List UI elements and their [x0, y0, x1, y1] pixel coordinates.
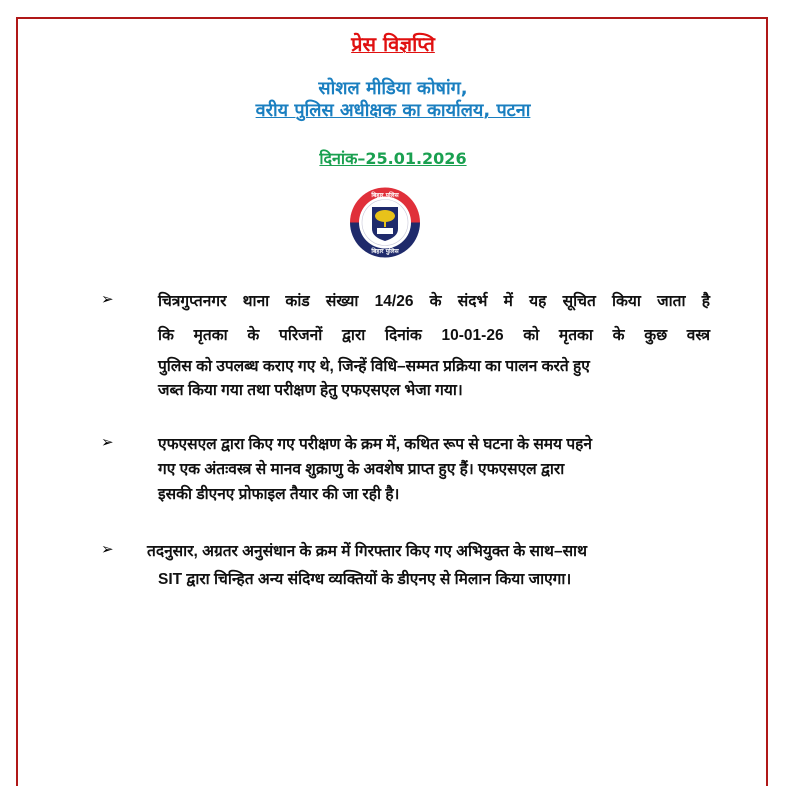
svg-text:बिहार पुलिस: बिहार पुलिस: [371, 248, 399, 255]
svg-text:बिहार पुलिस: बिहार पुलिस: [371, 192, 399, 199]
paragraph-1-line-1: चित्रगुप्तनगर थाना कांड संख्या 14/26 के संदर्भ में यह सूचित किया जाता है: [158, 293, 710, 310]
paragraph-1-line-2: कि मृतका के परिजनों द्वारा दिनांक 10-01-26 को मृतका के कुछ वस्त्र: [158, 327, 710, 344]
paragraph-3-line-2: SIT द्वारा चिन्हित अन्य संदिग्ध व्यक्तियों के डीएनए से मिलान किया जाएगा।: [158, 571, 572, 588]
release-date: [0, 147, 786, 169]
bullet-arrow-icon: ➢: [101, 433, 114, 451]
page-border: [16, 17, 768, 786]
paragraph-1-line-4: जब्त किया गया तथा परीक्षण हेतु एफएसएल भेजा गया।: [158, 382, 463, 399]
paragraph-3-line-1: तदनुसार, अग्रतर अनुसंधान के क्रम में गिरफ्तार किए गए अभियुक्त के साथ–साथ: [147, 543, 587, 560]
release-date-text: दिनांक–25.01.2026: [319, 149, 467, 168]
bihar-police-emblem-icon: [345, 185, 425, 260]
title-text: प्रेस विज्ञप्ति: [351, 32, 435, 56]
paragraph-2-line-2: गए एक अंतःवस्त्र से मानव शुक्राणु के अवशेष प्राप्त हुए हैं। एफएसएल द्वारा: [158, 461, 565, 478]
bullet-arrow-icon: ➢: [101, 540, 114, 558]
office-line-1: सोशल मीडिया कोषांग,: [318, 78, 468, 99]
bullet-arrow-icon: ➢: [101, 290, 114, 308]
office-line-2: [0, 98, 786, 122]
paragraph-2-line-1: एफएसएल द्वारा किए गए परीक्षण के क्रम में, कथित रूप से घटना के समय पहने: [158, 436, 592, 453]
office-line-2-text: वरीय पुलिस अधीक्षक का कार्यालय, पटना: [255, 100, 531, 121]
press-release-title: [0, 30, 786, 57]
paragraph-1-line-3: पुलिस को उपलब्ध कराए गए थे, जिन्हें विधि–सम्मत प्रक्रिया का पालन करते हुए: [158, 358, 590, 375]
paragraph-2-line-3: इसकी डीएनए प्रोफाइल तैयार की जा रही है।: [158, 486, 400, 503]
